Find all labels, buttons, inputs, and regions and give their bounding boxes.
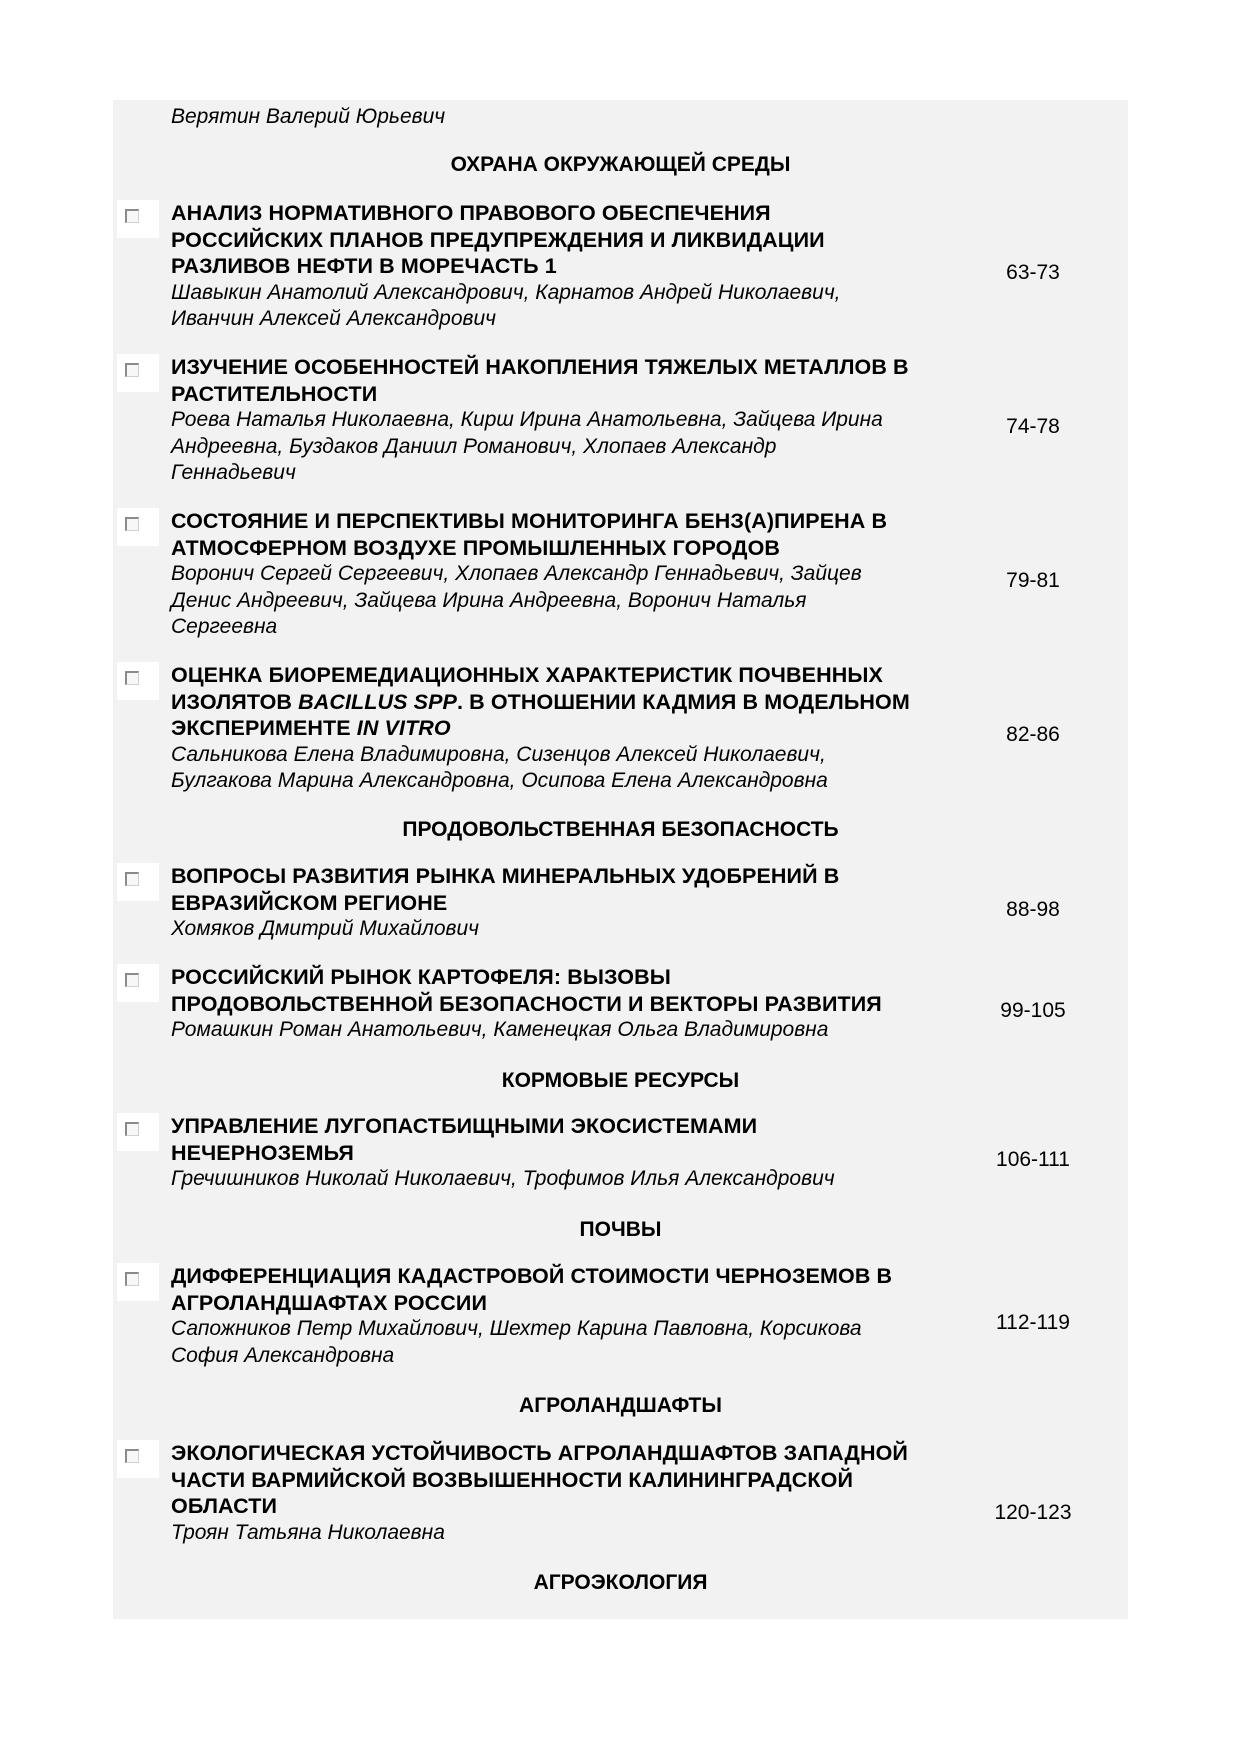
article-authors-line: Воронич Сергей Сергеевич, Хлопаев Александр Геннадьевич, Зайцев (171, 562, 862, 585)
article-authors-line: Сергеевна (171, 615, 278, 638)
article-checkbox[interactable] (117, 1263, 159, 1301)
article-title-line: АНАЛИЗ НОРМАТИВНОГО ПРАВОВОГО ОБЕСПЕЧЕНИЯ (171, 201, 771, 225)
article-authors-line: Андреевна, Буздаков Даниил Романович, Хлопаев Александр (171, 434, 777, 458)
article-authors (171, 916, 971, 943)
article-pages: 88-98 (1006, 898, 1060, 921)
article-pages: 120-123 (994, 1501, 1072, 1524)
article-title[interactable] (171, 508, 971, 561)
article-title-line: РАСТИТЕЛЬНОСТИ (171, 381, 378, 406)
article-authors (171, 1316, 971, 1369)
article-authors (171, 1017, 971, 1044)
checkbox-icon (125, 872, 139, 886)
article-checkbox[interactable] (117, 354, 159, 392)
article-title[interactable] (171, 1440, 971, 1520)
article-pages: 99-105 (1000, 999, 1066, 1022)
article-title-line: АТМОСФЕРНОМ ВОЗДУХЕ ПРОМЫШЛЕННЫХ ГОРОДОВ (171, 535, 781, 560)
article-pages: 74-78 (1006, 415, 1060, 438)
article-title-line: ПРОДОВОЛЬСТВЕННОЙ БЕЗОПАСНОСТИ И ВЕКТОРЫ РАЗВИТИЯ (171, 991, 882, 1016)
checkbox-icon (125, 517, 139, 531)
section-heading-feed: КОРМОВЫЕ РЕСУРСЫ (501, 1069, 740, 1092)
article-title[interactable] (171, 662, 971, 742)
article-authors (171, 742, 971, 795)
article-checkbox[interactable] (117, 964, 159, 1002)
article-title-line: ИЗОЛЯТОВ BACILLUS SPP. В ОТНОШЕНИИ КАДМИЯ В МОДЕЛЬНОМ (171, 689, 910, 714)
article-pages: 63-73 (1006, 261, 1060, 284)
article-authors-line: Ромашкин Роман Анатольевич, Каменецкая Ольга Владимировна (171, 1018, 829, 1041)
section-heading-soils: ПОЧВЫ (579, 1218, 662, 1241)
article-authors (171, 407, 971, 487)
article-authors-line: Геннадьевич (171, 461, 296, 484)
article-authors-line: Булгакова Марина Александровна, Осипова Елена Александровна (171, 769, 828, 792)
article-checkbox[interactable] (117, 1113, 159, 1151)
checkbox-icon (125, 1449, 139, 1463)
article-title[interactable] (171, 200, 971, 280)
article-title[interactable] (171, 964, 971, 1017)
article-title-line: ИЗУЧЕНИЕ ОСОБЕННОСТЕЙ НАКОПЛЕНИЯ ТЯЖЕЛЫХ МЕТАЛЛОВ В (171, 355, 909, 379)
section-heading-agrolandscapes: АГРОЛАНДШАФТЫ (519, 1394, 722, 1417)
article-authors-line: София Александровна (171, 1343, 395, 1367)
checkbox-icon (125, 973, 139, 987)
article-checkbox[interactable] (117, 662, 159, 700)
article-pages: 106-111 (996, 1148, 1070, 1171)
article-authors-line: Троян Татьяна Николаевна (171, 1520, 445, 1544)
article-checkbox[interactable] (117, 508, 159, 546)
article-pages: 79-81 (1006, 569, 1060, 592)
article-title-line: СОСТОЯНИЕ И ПЕРСПЕКТИВЫ МОНИТОРИНГА БЕНЗ(А)ПИРЕНА В (171, 509, 888, 533)
article-title[interactable] (171, 863, 971, 916)
checkbox-icon (125, 671, 139, 685)
section-heading-food: ПРОДОВОЛЬСТВЕННАЯ БЕЗОПАСНОСТЬ (402, 818, 839, 841)
article-title-line: АГРОЛАНДШАФТАХ РОССИИ (171, 1290, 488, 1315)
article-authors-line: Шавыкин Анатолий Александрович, Карнатов Андрей Николаевич, (171, 280, 841, 304)
article-authors-line: Хомяков Дмитрий Михайлович (171, 917, 480, 940)
article-title-line: ЭКСПЕРИМЕНТЕ IN VITRO (171, 716, 451, 740)
article-title-line: НЕЧЕРНОЗЕМЬЯ (171, 1140, 354, 1165)
article-checkbox[interactable] (117, 863, 159, 901)
article-title-line: ДИФФЕРЕНЦИАЦИЯ КАДАСТРОВОЙ СТОИМОСТИ ЧЕРНОЗЕМОВ В (171, 1264, 893, 1288)
article-authors: Верятин Валерий Юрьевич (171, 105, 446, 128)
section-heading-agroecology: АГРОЭКОЛОГИЯ (533, 1571, 708, 1594)
article-authors (171, 280, 971, 333)
article-authors-line: Денис Андреевич, Зайцева Ирина Андреевна, Воронич Наталья (171, 588, 807, 612)
article-authors-line: Сальникова Елена Владимировна, Сизенцов Алексей Николаевич, (171, 742, 826, 766)
article-title-line: РАЗЛИВОВ НЕФТИ В МОРЕЧАСТЬ 1 (171, 254, 557, 278)
article-authors (171, 1520, 971, 1547)
checkbox-icon (125, 1272, 139, 1286)
article-title-line: ОБЛАСТИ (171, 1494, 277, 1518)
article-pages: 112-119 (996, 1311, 1070, 1334)
article-title-line: ЭКОЛОГИЧЕСКАЯ УСТОЙЧИВОСТЬ АГРОЛАНДШАФТОВ ЗАПАДНОЙ (171, 1441, 908, 1465)
article-authors-line: Иванчин Алексей Александрович (171, 307, 497, 330)
article-title-line: РОССИЙСКИЙ РЫНОК КАРТОФЕЛЯ: ВЫЗОВЫ (171, 965, 671, 989)
article-checkbox[interactable] (117, 1440, 159, 1478)
checkbox-icon (125, 363, 139, 377)
checkbox-icon (125, 209, 139, 223)
article-title-line: ВОПРОСЫ РАЗВИТИЯ РЫНКА МИНЕРАЛЬНЫХ УДОБРЕНИЙ В (171, 864, 840, 888)
article-checkbox[interactable] (117, 200, 159, 238)
article-title[interactable] (171, 1113, 971, 1166)
article-authors-line: Сапожников Петр Михайлович, Шехтер Карина Павловна, Корсикова (171, 1317, 862, 1340)
checkbox-icon (125, 1122, 139, 1136)
article-title[interactable] (171, 354, 971, 407)
article-pages: 82-86 (1006, 723, 1060, 746)
article-authors (171, 1166, 971, 1193)
article-title-line: ЧАСТИ ВАРМИЙСКОЙ ВОЗВЫШЕННОСТИ КАЛИНИНГРАДСКОЙ (171, 1467, 853, 1492)
article-authors-line: Гречишников Николай Николаевич, Трофимов Илья Александрович (171, 1167, 835, 1190)
article-authors-line: Роева Наталья Николаевна, Кирш Ирина Анатольевна, Зайцева Ирина (171, 408, 883, 431)
article-authors (171, 561, 971, 641)
article-title-line: РОССИЙСКИХ ПЛАНОВ ПРЕДУПРЕЖДЕНИЯ И ЛИКВИДАЦИИ (171, 227, 825, 252)
section-heading-env: ОХРАНА ОКРУЖАЮЩЕЙ СРЕДЫ (450, 153, 791, 176)
article-title-line: УПРАВЛЕНИЕ ЛУГОПАСТБИЩНЫМИ ЭКОСИСТЕМАМИ (171, 1114, 758, 1138)
article-title[interactable] (171, 1263, 971, 1316)
article-title-line: ОЦЕНКА БИОРЕМЕДИАЦИОННЫХ ХАРАКТЕРИСТИК ПОЧВЕННЫХ (171, 663, 883, 687)
article-title-line: ЕВРАЗИЙСКОМ РЕГИОНЕ (171, 890, 448, 915)
